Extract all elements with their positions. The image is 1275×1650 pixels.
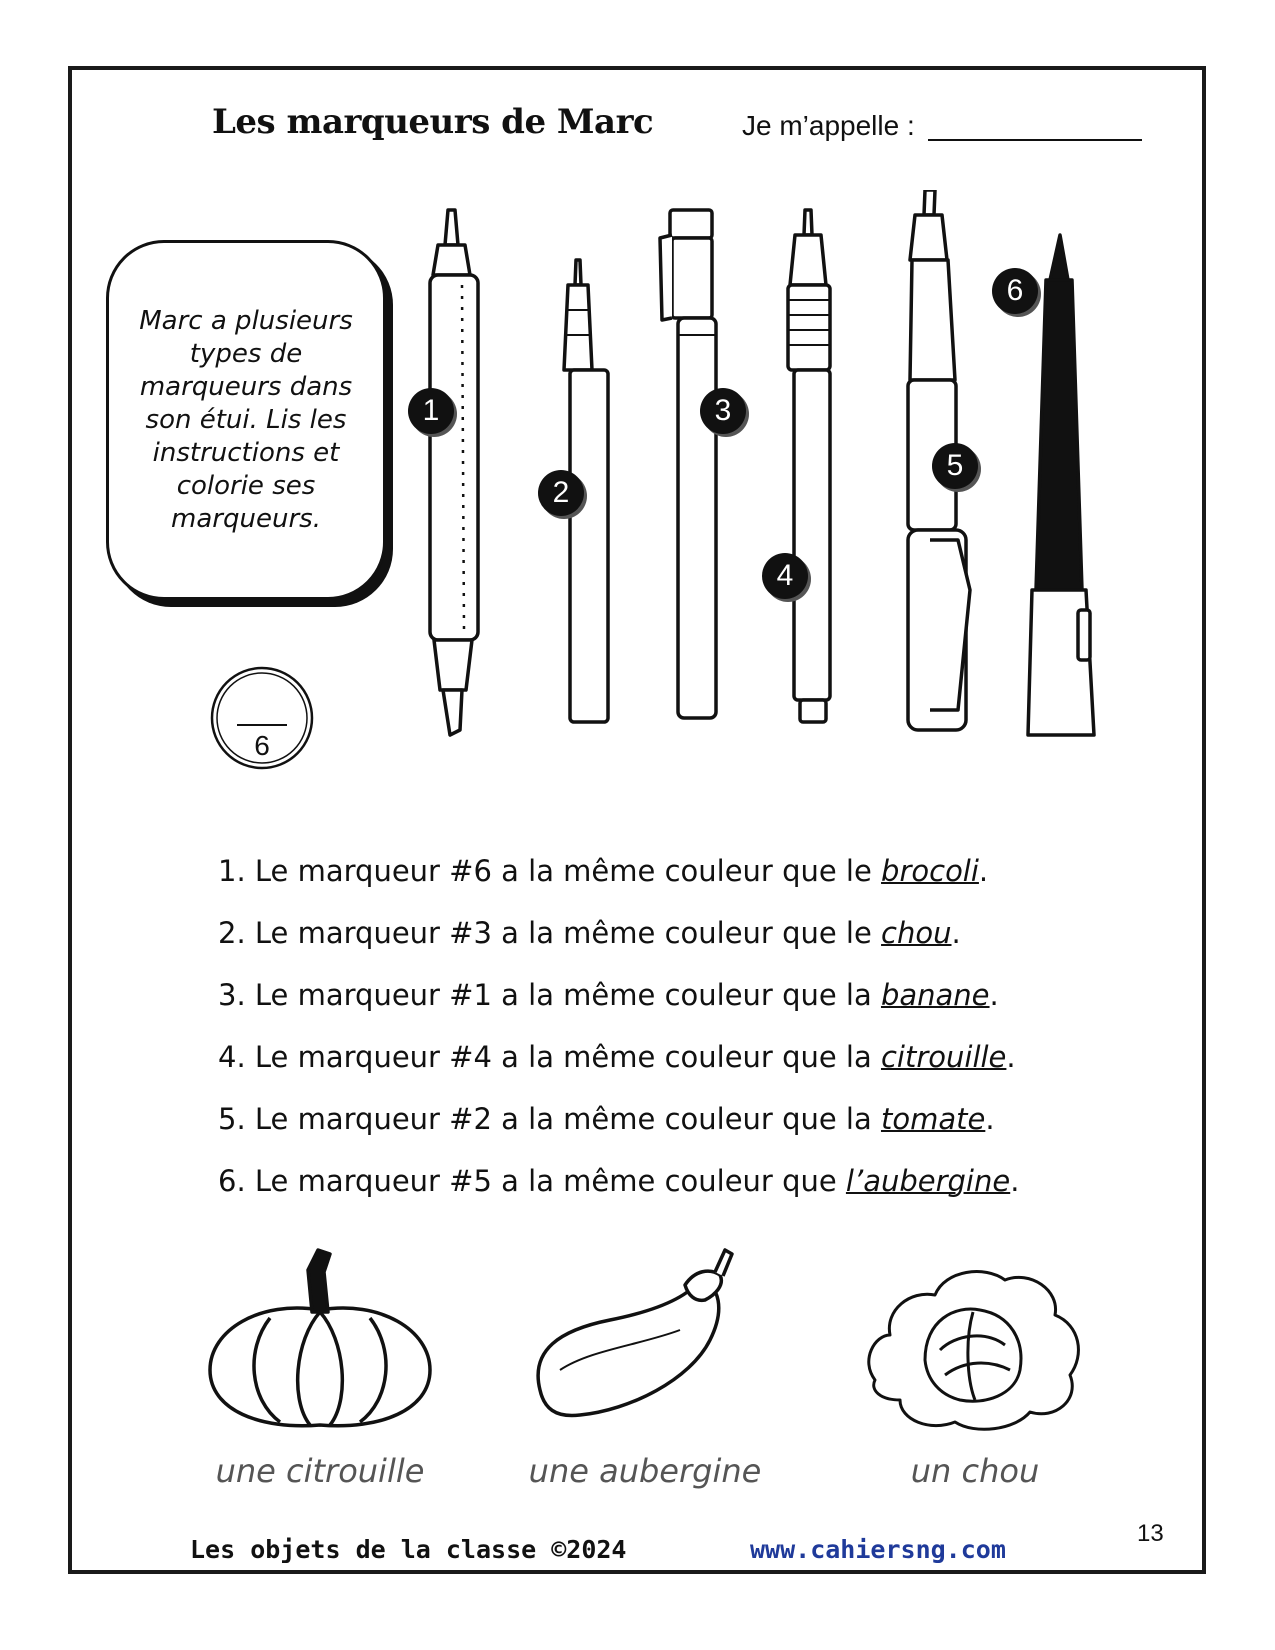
- instruction-item: [218, 840, 1118, 902]
- capped-marker-icon: [660, 210, 716, 718]
- instruction-number: 5.: [218, 1102, 246, 1136]
- instruction-item: [218, 1150, 1118, 1212]
- page-number: 13: [1137, 1520, 1164, 1547]
- instruction-text: Le marqueur #4 a la même couleur que la: [254, 1040, 881, 1074]
- instruction-keyword: brocoli: [881, 854, 979, 888]
- footer-website-link[interactable]: www.cahiersng.com: [750, 1535, 1006, 1564]
- instruction-number: 4.: [218, 1040, 246, 1074]
- instruction-item: [218, 964, 1118, 1026]
- cabbage-icon: [855, 1240, 1095, 1440]
- instruction-text: Le marqueur #2 a la même couleur que la: [254, 1102, 881, 1136]
- instruction-keyword: citrouille: [880, 1040, 1007, 1074]
- marker-number-badge: 3: [700, 388, 746, 434]
- marker-number-badge: 4: [762, 553, 808, 599]
- eggplant-icon: [520, 1240, 760, 1440]
- brush-pen-icon: [1028, 235, 1094, 735]
- vegetable-label: une citrouille: [215, 1452, 425, 1490]
- instruction-end: .: [989, 978, 999, 1012]
- instruction-number: 1.: [218, 854, 246, 888]
- vegetable-label: un chou: [910, 1452, 1040, 1490]
- score-denominator: 6: [254, 730, 270, 761]
- instruction-text: Le marqueur #3 a la même couleur que le: [254, 916, 882, 950]
- instruction-end: .: [951, 916, 961, 950]
- instruction-text: Le marqueur #6 a la même couleur que le: [254, 854, 882, 888]
- instruction-end: .: [985, 1102, 995, 1136]
- instruction-end: .: [978, 854, 989, 888]
- instruction-end: .: [1006, 1040, 1016, 1074]
- name-label: Je m’appelle :: [742, 110, 915, 141]
- instruction-keyword: tomate: [880, 1102, 986, 1136]
- instructions-list: [218, 840, 1118, 1212]
- instruction-bubble: [106, 240, 386, 600]
- technical-pen-icon: [788, 210, 830, 722]
- footer-copyright: Les objets de la classe ©2024: [190, 1535, 627, 1564]
- instruction-keyword: l’aubergine: [845, 1164, 1011, 1198]
- instruction-number: 6.: [218, 1164, 246, 1198]
- vegetable-label: une aubergine: [528, 1452, 762, 1490]
- instruction-item: [218, 1088, 1118, 1150]
- name-write-line[interactable]: [928, 139, 1142, 141]
- instruction-number: 2.: [218, 916, 246, 950]
- page-title: Les marqueurs de Marc: [212, 102, 654, 142]
- instruction-end: .: [1010, 1164, 1020, 1198]
- highlighter-marker-icon: [430, 210, 478, 735]
- instruction-keyword: banane: [880, 978, 990, 1012]
- pumpkin-icon: [200, 1240, 440, 1440]
- markers-illustration: [410, 190, 1180, 790]
- marker-number-badge: 6: [992, 268, 1038, 314]
- bubble-text: Marc a plusieurs types de marqueurs dans son étui. Lis les instructions et colorie ses marqueurs.: [139, 305, 353, 534]
- instruction-item: [218, 1026, 1118, 1088]
- instruction-item: [218, 902, 1118, 964]
- instruction-text: Le marqueur #5 a la même couleur que: [254, 1164, 846, 1198]
- marker-number-badge: 1: [408, 388, 454, 434]
- instruction-number: 3.: [218, 978, 246, 1012]
- marker-number-badge: 5: [932, 443, 978, 489]
- instruction-text: Le marqueur #1 a la même couleur que la: [254, 978, 881, 1012]
- marker-number-badge: 2: [538, 470, 584, 516]
- instruction-keyword: chou: [881, 916, 952, 950]
